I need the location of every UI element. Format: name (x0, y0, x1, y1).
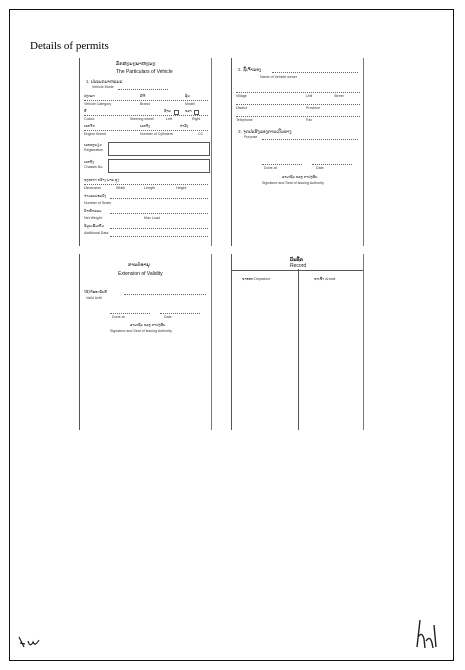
phone-line (236, 116, 360, 117)
street-label: Street (334, 94, 344, 98)
engine-label: Engine Brand (84, 132, 106, 136)
extension-date-label: Date (164, 315, 172, 319)
extension-date-line (160, 313, 200, 314)
cylinders-label-lao: ເລກຖັງ (140, 124, 151, 128)
initials-right (412, 617, 444, 653)
weight-label-lao: ນ້ຳໜັກລວມ (84, 209, 102, 213)
weight-line (110, 213, 208, 214)
cylinders-label: Number of Cylinders (140, 132, 173, 136)
extension-done-at-label: Done at (112, 315, 125, 319)
departure-column-header: ຂາອອກ Departure (242, 277, 271, 281)
power-label-lao: ກຳລັງ (180, 124, 189, 128)
category-label: Vehicle Category (84, 102, 112, 106)
category-label-lao: ປະເພດ (84, 94, 95, 98)
dimension-label-lao: ຂະໜາດ ກວ້າງ ຍາວ ສູງ (84, 178, 120, 182)
registration-box (108, 142, 210, 156)
date-label: Date (316, 166, 324, 170)
owner-line (272, 72, 358, 73)
chassis-box (108, 159, 210, 173)
additional-line-2 (110, 236, 208, 237)
colour-label: Colour (84, 117, 95, 121)
engine-line (84, 130, 208, 131)
engine-label-lao: ເລກຈັກ (84, 124, 95, 128)
section-2-label-lao: 2. ຊື່ເຈົ້າຂອງ (238, 67, 262, 72)
village-label: Village (236, 94, 247, 98)
extension-title-lao: ການຕໍ່ອາຍຸ (128, 262, 150, 268)
left-label-lao: ຊ້າຍ (164, 109, 171, 113)
length-label: Length (144, 186, 155, 190)
district-label: District (236, 106, 247, 110)
arrival-column-header: ຂາເຂົ້າ Arrival (314, 277, 336, 281)
telephone-label: Telephone (236, 118, 253, 122)
record-column-divider (298, 269, 299, 430)
valid-until-label-lao: ໃຊ້ໄດ້ຮອດວັນທີ (84, 290, 107, 294)
colour-label-lao: ສີ (84, 109, 87, 113)
section-3-label-lao: 3. ຈຸດປະສົງຂອງການເດີນທາງ (238, 129, 292, 134)
valid-until-line (124, 294, 206, 295)
panel-title-lao: ລັກສະນະພາຫະນະ (116, 61, 156, 67)
extension-signature-label-lao: ລາຍເຊັນ ແລະ ກາປະທັບ (130, 323, 166, 327)
dimension-label: Dimension (84, 186, 101, 190)
extension-panel (79, 254, 212, 430)
district-line (236, 104, 360, 105)
category-line (84, 100, 208, 101)
right-label: Right (192, 117, 201, 121)
seats-line (110, 198, 208, 199)
brand-label-lao: ຍີ່ຫໍ້ (140, 94, 146, 98)
seats-label: Number of Seats (84, 201, 111, 205)
signature-label-lao: ລາຍເຊັນ ແລະ ກາປະທັບ (282, 175, 318, 179)
record-panel (231, 254, 364, 430)
panel-title: The Particulars of Vehicle (116, 69, 173, 75)
chassis-label: Chassis No. (84, 165, 104, 169)
left-label: Left (166, 117, 172, 121)
purpose-label: Purpose (244, 135, 258, 139)
province-label: Province (306, 106, 320, 110)
initials-left (16, 632, 44, 650)
cc-label: CC (198, 132, 204, 136)
chassis-label-lao: ເລກຖັງ (84, 160, 95, 164)
owner-details-panel (231, 58, 364, 246)
unit-label: Unit (306, 94, 313, 98)
extension-title: Extension of Validity (118, 271, 163, 277)
brand-label: Brand (140, 102, 150, 106)
extension-done-at-line (110, 313, 150, 314)
model-label-lao: ລຸ້ນ (185, 94, 190, 98)
section-1-label: Vehicle Mode (92, 85, 114, 89)
additional-line (110, 228, 208, 229)
vehicle-particulars-panel (79, 58, 212, 246)
seats-label-lao: ຈຳນວນບ່ອນນັ່ງ (84, 194, 107, 198)
record-title: Record (290, 263, 307, 269)
record-title-lao: ບັນທຶກ (290, 257, 304, 263)
steering-label: Steering wheel (130, 117, 154, 121)
fax-label: Fax (306, 118, 312, 122)
valid-until-label: Valid Until (86, 296, 102, 300)
done-at-label: Done at (264, 166, 277, 170)
right-label-lao: ຂວາ (185, 109, 192, 113)
village-line (236, 92, 360, 93)
dimension-line (84, 184, 208, 185)
owner-label: Name of Vehicle owner (260, 75, 297, 79)
weight-label: Net Weight (84, 216, 102, 220)
max-load-label: Max Load (144, 216, 160, 220)
page-heading: Details of permits (30, 40, 109, 52)
additional-label: Additional Data (84, 231, 109, 235)
signature-label: Signature and Seal of Issuing Authority (262, 181, 324, 185)
done-at-line (262, 164, 302, 165)
extension-signature-label: Signature and Seal of Issuing Authority (110, 329, 172, 333)
vehicle-mode-line (118, 89, 168, 90)
registration-label: Registration (84, 148, 104, 152)
height-label: Height (176, 186, 187, 190)
width-label: Width (116, 186, 126, 190)
date-line (312, 164, 352, 165)
additional-label-lao: ຂໍ້ມູນເພີ່ມເຕີມ (84, 224, 104, 228)
colour-line (84, 115, 208, 116)
purpose-line (262, 139, 358, 140)
model-label: Model (185, 102, 195, 106)
section-1-label-lao: 1. ປະເພດພາຫະນະ (86, 79, 123, 84)
registration-label-lao: ເລກທະບຽນ (84, 143, 102, 147)
